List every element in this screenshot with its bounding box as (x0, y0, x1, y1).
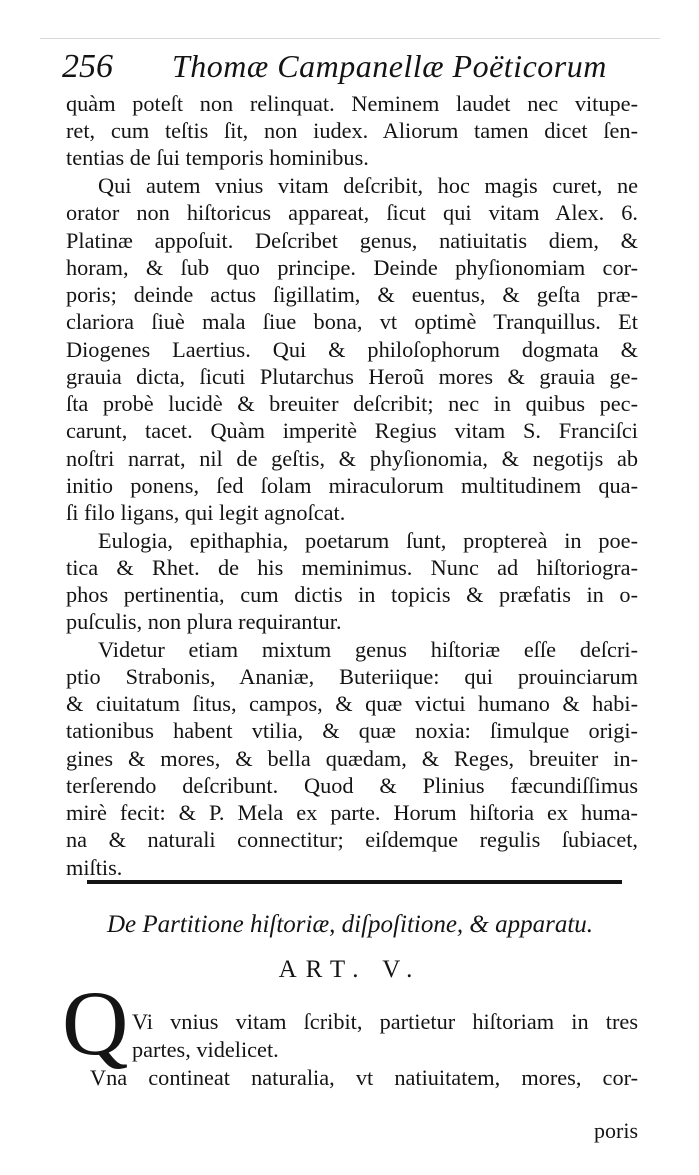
paragraph-first-line: Videtur etiam mixtum genus hiſtoriæ eſſe deſcri- (98, 637, 638, 662)
page-header (62, 44, 642, 94)
text-line: puſculis, non plura requirantur. (66, 609, 342, 634)
text-line: Vna contineat naturalia, vt natiuitatem, mores, cor- (90, 1065, 638, 1090)
running-head: Thomæ Campanellæ Poëticorum (172, 48, 607, 84)
text-line: ret, cum teſtis ſit, non iudex. Aliorum tamen dicet ſen- (66, 118, 638, 143)
article-heading: ART. V. (278, 956, 422, 983)
paragraph-first-line: Eulogia, epithaphia, poetarum ſunt, proptereà in poe- (98, 528, 638, 553)
page-number: 256 (62, 48, 113, 85)
text-line: Vi vnius vitam ſcribit, partietur hiſtoriam in tres (132, 1009, 638, 1034)
text-line: gines & mores, & bella quædam, & Reges, breuiter in- (66, 746, 638, 771)
text-line: terſerendo deſcribunt. Quod & Plinius fæcundiſſimus (66, 773, 638, 798)
text-line: & ciuitatum ſitus, campos, & quæ victui humano & habi- (66, 691, 638, 716)
text-line: na & naturali connectitur; eiſdemque regulis ſubiacet, (66, 827, 638, 852)
text-line: clariora ſiuè mala ſiue bona, vt optimè Tranquillus. Et (66, 309, 638, 334)
text-line: mirè fecit: & P. Mela ex parte. Horum hiſtoria ex huma- (66, 800, 638, 825)
text-line: tica & Rhet. de his meminimus. Nunc ad hiſtoriogra- (66, 555, 638, 580)
text-line: orator non hiſtoricus appareat, ſicut qui vitam Alex. 6. (66, 200, 638, 225)
text-line: tationibus habent vtilia, & quæ noxia: ſimulque origi- (66, 718, 638, 743)
section-subheading: De Partitione hiſtoriæ, diſpoſitione, & apparatu. (106, 911, 594, 938)
page-top-edge (40, 38, 660, 39)
text-line: partes, videlicet. (132, 1037, 279, 1062)
text-line: poris; deinde actus ſigillatim, & euentus, & geſta præ- (66, 282, 638, 307)
text-line: quàm poteſt non relinquat. Neminem laudet nec vitupe- (66, 91, 638, 116)
text-line: ptio Strabonis, Ananiæ, Buteriique: qui prouinciarum (66, 664, 638, 689)
section-divider-rule (87, 880, 622, 884)
text-line: Diogenes Laertius. Qui & philoſophorum dogmata & (66, 337, 638, 362)
text-line: ſta probè lucidè & breuiter deſcribit; nec in quibus pec- (66, 391, 638, 416)
text-line: phos pertinentia, cum dictis in topicis & præfatis in o- (66, 582, 638, 607)
drop-cap-initial: Q (62, 972, 129, 1074)
text-line: grauia dicta, ſicuti Plutarchus Heroũ mores & grauia ge- (66, 364, 638, 389)
text-line: miſtis. (66, 855, 123, 880)
text-line: horam, & ſub quo principe. Deinde phyſionomiam cor- (66, 255, 638, 280)
text-line: carunt, tacet. Quàm imperitè Regius vitam S. Franciſci (66, 418, 638, 443)
paragraph-first-line: Qui autem vnius vitam deſcribit, hoc magis curet, ne (98, 173, 638, 198)
text-line: ſi filo ligans, qui legit agnoſcat. (66, 500, 346, 525)
text-line: noſtri narrat, nil de geſtis, & phyſionomia, & negotijs ab (66, 446, 638, 471)
text-line: Platinæ appoſuit. Deſcribet genus, natiuitatis diem, & (66, 228, 638, 253)
catchword: poris (594, 1118, 638, 1143)
text-line: tentias de ſui temporis hominibus. (66, 145, 369, 170)
text-line: initio ponens, ſed ſolam miraculorum multitudinem qua- (66, 473, 638, 498)
